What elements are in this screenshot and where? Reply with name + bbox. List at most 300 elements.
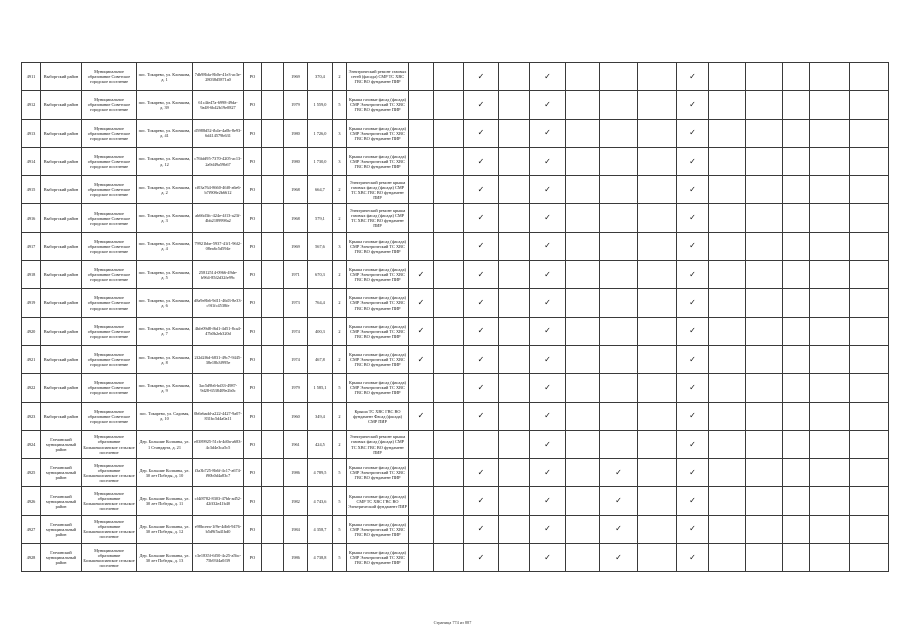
district-cell: Выборгский район xyxy=(41,261,82,289)
table-row xyxy=(22,63,889,91)
fund-form-cell: РО xyxy=(244,176,262,204)
work-type-cell xyxy=(409,345,434,373)
row-number-cell: 4924 xyxy=(22,430,41,458)
works-cell: Крыша газовые фасад (фасада) СМР Электрический ТС ХВС ГВС ВО фундамент ПИР xyxy=(347,544,409,572)
work-type-cell xyxy=(409,430,434,458)
work-type-cell xyxy=(709,544,746,572)
area-cell: 567,6 xyxy=(308,232,333,260)
check-mark-icon: ✓ xyxy=(689,411,696,421)
work-type-cell xyxy=(600,487,638,515)
empty-cell xyxy=(262,119,284,147)
work-type-cell xyxy=(746,430,783,458)
work-type-cell xyxy=(409,63,434,91)
fund-form-cell: РО xyxy=(244,119,262,147)
work-type-cell xyxy=(810,430,850,458)
work-type-cell xyxy=(746,515,783,543)
work-type-cell xyxy=(464,459,499,487)
works-cell: Крыша газовые фасад (фасада) СМР Электрический ТС ХВС ГВС ВО фундамент ПИР xyxy=(347,374,409,402)
check-mark-icon: ✓ xyxy=(544,298,551,308)
address-cell: пос. Токарево, ул. Клочкова, д. 8 xyxy=(137,345,193,373)
work-type-cell xyxy=(434,232,464,260)
work-type-cell xyxy=(677,487,709,515)
check-mark-icon: ✓ xyxy=(477,496,485,506)
work-type-cell xyxy=(409,402,434,430)
check-mark-icon: ✓ xyxy=(477,213,485,223)
empty-cell xyxy=(262,544,284,572)
work-type-cell xyxy=(600,345,638,373)
work-type-cell xyxy=(600,63,638,91)
work-type-cell xyxy=(709,402,746,430)
page-footer: Страница 774 из 887 xyxy=(433,620,472,625)
empty-cell xyxy=(262,176,284,204)
address-cell: Дер. Большие Колпаны, ул. 30 лет Победы, д. 12 xyxy=(137,515,193,543)
floors-cell: 2 xyxy=(333,402,347,430)
area-cell: 424,5 xyxy=(308,430,333,458)
work-type-cell xyxy=(566,374,600,402)
work-type-cell xyxy=(464,232,499,260)
work-type-cell xyxy=(638,459,677,487)
fund-form-cell: РО xyxy=(244,374,262,402)
work-type-cell xyxy=(600,317,638,345)
work-type-cell xyxy=(434,91,464,119)
check-mark-icon: ✓ xyxy=(689,354,696,364)
check-mark-icon: ✓ xyxy=(544,213,551,223)
work-type-cell xyxy=(709,459,746,487)
address-cell: пос. Токарево, ул. Клочкова, д. 7 xyxy=(137,317,193,345)
work-type-cell xyxy=(499,119,530,147)
address-cell: пос. Токарево, ул. Клочкова, д. 2 xyxy=(137,176,193,204)
year-cell: 1968 xyxy=(284,176,308,204)
work-type-cell xyxy=(600,459,638,487)
work-type-cell xyxy=(746,261,783,289)
guid-cell: 25812514-0966-49de-b964-85f2d32fe99c xyxy=(193,261,244,289)
check-mark-icon: ✓ xyxy=(544,496,551,506)
work-type-cell xyxy=(810,63,850,91)
fund-form-cell: РО xyxy=(244,544,262,572)
district-cell: Выборгский район xyxy=(41,289,82,317)
work-type-cell xyxy=(746,289,783,317)
work-type-cell xyxy=(709,147,746,175)
works-cell: Крыша газовые фасад (фасада) СМР ТС ХВС ГВС ВО Электрический фундамент ПИР xyxy=(347,487,409,515)
row-number-cell: 4919 xyxy=(22,289,41,317)
work-type-cell xyxy=(850,204,889,232)
address-cell: пос. Токарево, ул. Клочкова, д. 3 xyxy=(137,204,193,232)
work-type-cell xyxy=(530,345,566,373)
work-type-cell xyxy=(409,91,434,119)
work-type-cell xyxy=(566,345,600,373)
work-type-cell xyxy=(434,402,464,430)
municipality-cell: Муниципальное образование Большеколпанское сельское поселение xyxy=(82,544,137,572)
guid-cell: c3e1835f-6f50-4c25-a5bc-75b93f4a0f39 xyxy=(193,544,244,572)
check-mark-icon: ✓ xyxy=(689,128,696,138)
guid-cell: 3ac5d9b6-bd33-4987-9d28-6538409e2b0c xyxy=(193,374,244,402)
work-type-cell xyxy=(850,515,889,543)
address-cell: пос. Токарево, ул. Клочкова, д. 5 xyxy=(137,261,193,289)
work-type-cell xyxy=(783,147,810,175)
check-mark-icon: ✓ xyxy=(689,552,696,562)
work-type-cell xyxy=(638,63,677,91)
work-type-cell xyxy=(783,232,810,260)
guid-cell: 61c4fe47a-6998-49da-9a48-6b42b19e0827 xyxy=(193,91,244,119)
table-row xyxy=(22,261,889,289)
works-cell: Электрический ремонт крыша газовых фасад (фасада) СМР ТС ХВС ГВС ВО фундамент ПИР xyxy=(347,176,409,204)
work-type-cell xyxy=(600,544,638,572)
work-type-cell xyxy=(677,204,709,232)
work-type-cell xyxy=(499,515,530,543)
work-type-cell xyxy=(638,317,677,345)
check-mark-icon: ✓ xyxy=(689,184,696,194)
district-cell: Выборгский район xyxy=(41,232,82,260)
check-mark-icon: ✓ xyxy=(477,411,485,421)
work-type-cell xyxy=(638,119,677,147)
year-cell: 1980 xyxy=(284,147,308,175)
check-mark-icon: ✓ xyxy=(544,524,551,534)
work-type-cell xyxy=(810,487,850,515)
work-type-cell xyxy=(566,261,600,289)
work-type-cell xyxy=(746,63,783,91)
floors-cell: 2 xyxy=(333,345,347,373)
work-type-cell xyxy=(499,374,530,402)
work-type-cell xyxy=(530,317,566,345)
district-cell: Выборгский район xyxy=(41,91,82,119)
work-type-cell xyxy=(638,91,677,119)
work-type-cell xyxy=(499,317,530,345)
fund-form-cell: РО xyxy=(244,317,262,345)
work-type-cell xyxy=(709,317,746,345)
work-type-cell xyxy=(810,91,850,119)
work-type-cell xyxy=(530,374,566,402)
area-cell: 370,4 xyxy=(308,63,333,91)
district-cell: Гатчинский муниципальный район xyxy=(41,487,82,515)
work-type-cell xyxy=(638,402,677,430)
guid-cell: 7db98bfa-8b0e-41e3-ac3e-28038d5871a0 xyxy=(193,63,244,91)
work-type-cell xyxy=(783,204,810,232)
work-type-cell xyxy=(746,487,783,515)
municipality-cell: Муниципальное образование Советское городское поселение xyxy=(82,204,137,232)
work-type-cell xyxy=(464,430,499,458)
work-type-cell xyxy=(530,204,566,232)
work-type-cell xyxy=(530,119,566,147)
table-row xyxy=(22,317,889,345)
table-row xyxy=(22,430,889,458)
work-type-cell xyxy=(746,544,783,572)
work-type-cell xyxy=(499,544,530,572)
district-cell: Выборгский район xyxy=(41,119,82,147)
work-type-cell xyxy=(746,402,783,430)
check-mark-icon: ✓ xyxy=(477,298,485,308)
check-mark-icon: ✓ xyxy=(544,241,551,251)
work-type-cell xyxy=(783,402,810,430)
check-mark-icon: ✓ xyxy=(689,156,696,166)
work-type-cell xyxy=(409,119,434,147)
municipality-cell: Муниципальное образование Большеколпанское сельское поселение xyxy=(82,487,137,515)
table-row xyxy=(22,515,889,543)
district-cell: Выборгский район xyxy=(41,147,82,175)
work-type-cell xyxy=(850,261,889,289)
fund-form-cell: РО xyxy=(244,147,262,175)
empty-cell xyxy=(262,402,284,430)
municipality-cell: Муниципальное образование Советское городское поселение xyxy=(82,345,137,373)
fund-form-cell: РО xyxy=(244,402,262,430)
work-type-cell xyxy=(783,487,810,515)
row-number-cell: 4921 xyxy=(22,345,41,373)
guid-cell: 0b6ebadd-a222-4427-9a07-831bc5d4a0a11 xyxy=(193,402,244,430)
work-type-cell xyxy=(464,317,499,345)
works-cell: Крыша газовые фасад (фасада) СМР Электрический ТС ХВС ГВС ВО фундамент ПИР xyxy=(347,345,409,373)
work-type-cell xyxy=(434,119,464,147)
work-type-cell xyxy=(464,91,499,119)
check-mark-icon: ✓ xyxy=(544,71,551,81)
work-type-cell xyxy=(709,487,746,515)
check-mark-icon: ✓ xyxy=(689,99,696,109)
check-mark-icon: ✓ xyxy=(477,354,485,364)
empty-cell xyxy=(262,317,284,345)
year-cell: 1961 xyxy=(284,430,308,458)
check-mark-icon: ✓ xyxy=(477,326,485,336)
works-cell: Крыша газовые фасад (фасада) СМР Электрический ТС ХВС ГВС ВО фундамент ПИР xyxy=(347,91,409,119)
work-type-cell xyxy=(638,515,677,543)
empty-cell xyxy=(262,147,284,175)
area-cell: 400,3 xyxy=(308,317,333,345)
row-number-cell: 4923 xyxy=(22,402,41,430)
work-type-cell xyxy=(638,430,677,458)
work-type-cell xyxy=(850,487,889,515)
work-type-cell xyxy=(783,345,810,373)
check-mark-icon: ✓ xyxy=(477,71,485,81)
guid-cell: cf4f8782-8303-47bb-ad52-42ff32e41b40 xyxy=(193,487,244,515)
municipality-cell: Муниципальное образование Советское городское поселение xyxy=(82,402,137,430)
empty-cell xyxy=(262,261,284,289)
work-type-cell xyxy=(434,487,464,515)
work-type-cell xyxy=(530,289,566,317)
area-cell: 664,7 xyxy=(308,176,333,204)
fund-form-cell: РО xyxy=(244,515,262,543)
works-cell: Крыша газовые фасад (фасада) СМР Электрический ТС ХВС ГВС ВО фундамент ПИР xyxy=(347,317,409,345)
empty-cell xyxy=(262,487,284,515)
work-type-cell xyxy=(677,317,709,345)
check-mark-icon: ✓ xyxy=(417,269,425,279)
work-type-cell xyxy=(677,515,709,543)
municipality-cell: Муниципальное образование Советское городское поселение xyxy=(82,63,137,91)
work-type-cell xyxy=(434,261,464,289)
work-type-cell xyxy=(600,232,638,260)
empty-cell xyxy=(262,430,284,458)
check-mark-icon: ✓ xyxy=(477,184,485,194)
check-mark-icon: ✓ xyxy=(615,496,622,506)
work-type-cell xyxy=(709,63,746,91)
work-type-cell xyxy=(677,147,709,175)
work-type-cell xyxy=(746,204,783,232)
empty-cell xyxy=(262,345,284,373)
work-type-cell xyxy=(530,459,566,487)
check-mark-icon: ✓ xyxy=(689,439,696,449)
address-cell: пос. Токарево, ул. Клочкова, д. 9 xyxy=(137,374,193,402)
fund-form-cell: РО xyxy=(244,91,262,119)
work-type-cell xyxy=(499,232,530,260)
floors-cell: 5 xyxy=(333,459,347,487)
check-mark-icon: ✓ xyxy=(544,156,551,166)
row-number-cell: 4916 xyxy=(22,204,41,232)
guid-cell: 79921bbe-5937-41f1-96f2-08ea6c5d594e xyxy=(193,232,244,260)
work-type-cell xyxy=(499,63,530,91)
work-type-cell xyxy=(499,345,530,373)
work-type-cell xyxy=(677,289,709,317)
work-type-cell xyxy=(677,232,709,260)
check-mark-icon: ✓ xyxy=(689,467,696,477)
work-type-cell xyxy=(434,176,464,204)
works-cell: Крыша газовые фасад (фасада) СМР Электрический ТС ХВС ГВС ВО фундамент ПИР xyxy=(347,119,409,147)
area-cell: 579,1 xyxy=(308,204,333,232)
municipality-cell: Муниципальное образование Советское городское поселение xyxy=(82,176,137,204)
work-type-cell xyxy=(530,232,566,260)
check-mark-icon: ✓ xyxy=(544,269,551,279)
work-type-cell xyxy=(746,374,783,402)
work-type-cell xyxy=(409,544,434,572)
work-type-cell xyxy=(499,459,530,487)
work-type-cell xyxy=(850,91,889,119)
work-type-cell xyxy=(464,289,499,317)
work-type-cell xyxy=(850,345,889,373)
work-type-cell xyxy=(566,317,600,345)
work-type-cell xyxy=(850,459,889,487)
work-type-cell xyxy=(566,176,600,204)
work-type-cell xyxy=(600,119,638,147)
works-cell: Электрический ремонт газовых сетей (фасада) СМР ТС ХВС ГВС ВО фундамент ПИР xyxy=(347,63,409,91)
work-type-cell xyxy=(746,459,783,487)
address-cell: пос. Токарево, ул. Клочкова, д. 6 xyxy=(137,289,193,317)
work-type-cell xyxy=(600,374,638,402)
work-type-cell xyxy=(746,232,783,260)
fund-form-cell: РО xyxy=(244,204,262,232)
work-type-cell xyxy=(810,119,850,147)
work-type-cell xyxy=(600,261,638,289)
district-cell: Гатчинский муниципальный район xyxy=(41,515,82,543)
row-number-cell: 4926 xyxy=(22,487,41,515)
check-mark-icon: ✓ xyxy=(477,241,485,251)
check-mark-icon: ✓ xyxy=(477,467,485,477)
work-type-cell xyxy=(783,119,810,147)
work-type-cell xyxy=(434,345,464,373)
work-type-cell xyxy=(409,374,434,402)
check-mark-icon: ✓ xyxy=(615,524,622,534)
municipality-cell: Муниципальное образование Советское городское поселение xyxy=(82,261,137,289)
work-type-cell xyxy=(600,430,638,458)
work-type-cell xyxy=(434,289,464,317)
work-type-cell xyxy=(638,544,677,572)
row-number-cell: 4920 xyxy=(22,317,41,345)
table-row xyxy=(22,345,889,373)
year-cell: 1974 xyxy=(284,345,308,373)
work-type-cell xyxy=(677,374,709,402)
work-type-cell xyxy=(566,91,600,119)
empty-cell xyxy=(262,515,284,543)
guid-cell: cf03a764-8660-46f0-a6e6-b7f908e2b6612 xyxy=(193,176,244,204)
year-cell: 1984 xyxy=(284,515,308,543)
address-cell: Дер. Большие Колпаны, ул. 30 лет Победы, д. 11 xyxy=(137,487,193,515)
work-type-cell xyxy=(530,544,566,572)
check-mark-icon: ✓ xyxy=(544,326,551,336)
empty-cell xyxy=(262,204,284,232)
work-type-cell xyxy=(566,430,600,458)
work-type-cell xyxy=(810,232,850,260)
work-type-cell xyxy=(810,459,850,487)
work-type-cell xyxy=(464,515,499,543)
work-type-cell xyxy=(464,63,499,91)
check-mark-icon: ✓ xyxy=(477,524,485,534)
work-type-cell xyxy=(638,232,677,260)
address-cell: пос. Токарево, ул. Клочкова, д. 12 xyxy=(137,147,193,175)
works-cell: Крыша ТС ХВС ГВС ВО фундамент Фасад (фасада) СМР ПИР xyxy=(347,402,409,430)
check-mark-icon: ✓ xyxy=(417,411,425,421)
work-type-cell xyxy=(464,119,499,147)
check-mark-icon: ✓ xyxy=(477,156,485,166)
work-type-cell xyxy=(709,515,746,543)
work-type-cell xyxy=(409,317,434,345)
work-type-cell xyxy=(638,176,677,204)
work-type-cell xyxy=(677,176,709,204)
work-type-cell xyxy=(709,374,746,402)
work-type-cell xyxy=(499,487,530,515)
table-row xyxy=(22,91,889,119)
fund-form-cell: РО xyxy=(244,289,262,317)
work-type-cell xyxy=(434,459,464,487)
work-type-cell xyxy=(783,459,810,487)
work-type-cell xyxy=(638,345,677,373)
work-type-cell xyxy=(464,261,499,289)
work-type-cell xyxy=(434,515,464,543)
guid-cell: d5988d52-fb4e-4a0b-8e93-6d414579b631 xyxy=(193,119,244,147)
work-type-cell xyxy=(850,544,889,572)
work-type-cell xyxy=(434,544,464,572)
work-type-cell xyxy=(464,345,499,373)
works-cell: Крыша газовые фасад (фасада) СМР Электрический ТС ХВС ГВС ВО фундамент ПИР xyxy=(347,232,409,260)
floors-cell: 5 xyxy=(333,544,347,572)
year-cell: 1969 xyxy=(284,232,308,260)
fund-form-cell: РО xyxy=(244,487,262,515)
work-type-cell xyxy=(600,402,638,430)
work-type-cell xyxy=(810,147,850,175)
work-type-cell xyxy=(783,544,810,572)
work-type-cell xyxy=(638,374,677,402)
work-type-cell xyxy=(638,204,677,232)
work-type-cell xyxy=(499,91,530,119)
area-cell: 1 730,0 xyxy=(308,147,333,175)
work-type-cell xyxy=(746,345,783,373)
check-mark-icon: ✓ xyxy=(417,326,425,336)
check-mark-icon: ✓ xyxy=(544,382,551,392)
work-type-cell xyxy=(600,147,638,175)
year-cell: 1960 xyxy=(284,402,308,430)
year-cell: 1979 xyxy=(284,374,308,402)
work-type-cell xyxy=(677,345,709,373)
work-type-cell xyxy=(677,119,709,147)
work-type-cell xyxy=(434,317,464,345)
work-type-cell xyxy=(709,91,746,119)
empty-cell xyxy=(262,232,284,260)
work-type-cell xyxy=(434,63,464,91)
fund-form-cell: РО xyxy=(244,261,262,289)
work-type-cell xyxy=(709,289,746,317)
work-type-cell xyxy=(810,261,850,289)
guid-cell: ab66d3fc-424e-4f13-a23f-4bb2189998a2 xyxy=(193,204,244,232)
work-type-cell xyxy=(409,289,434,317)
floors-cell: 2 xyxy=(333,317,347,345)
table-row xyxy=(22,232,889,260)
year-cell: 1973 xyxy=(284,289,308,317)
guid-cell: e98bceea-1f9e-4db6-9476-b5d9f5a41bd0 xyxy=(193,515,244,543)
address-cell: пос. Токарево, ул. Клочкова, д. 1 xyxy=(137,63,193,91)
work-type-cell xyxy=(850,317,889,345)
